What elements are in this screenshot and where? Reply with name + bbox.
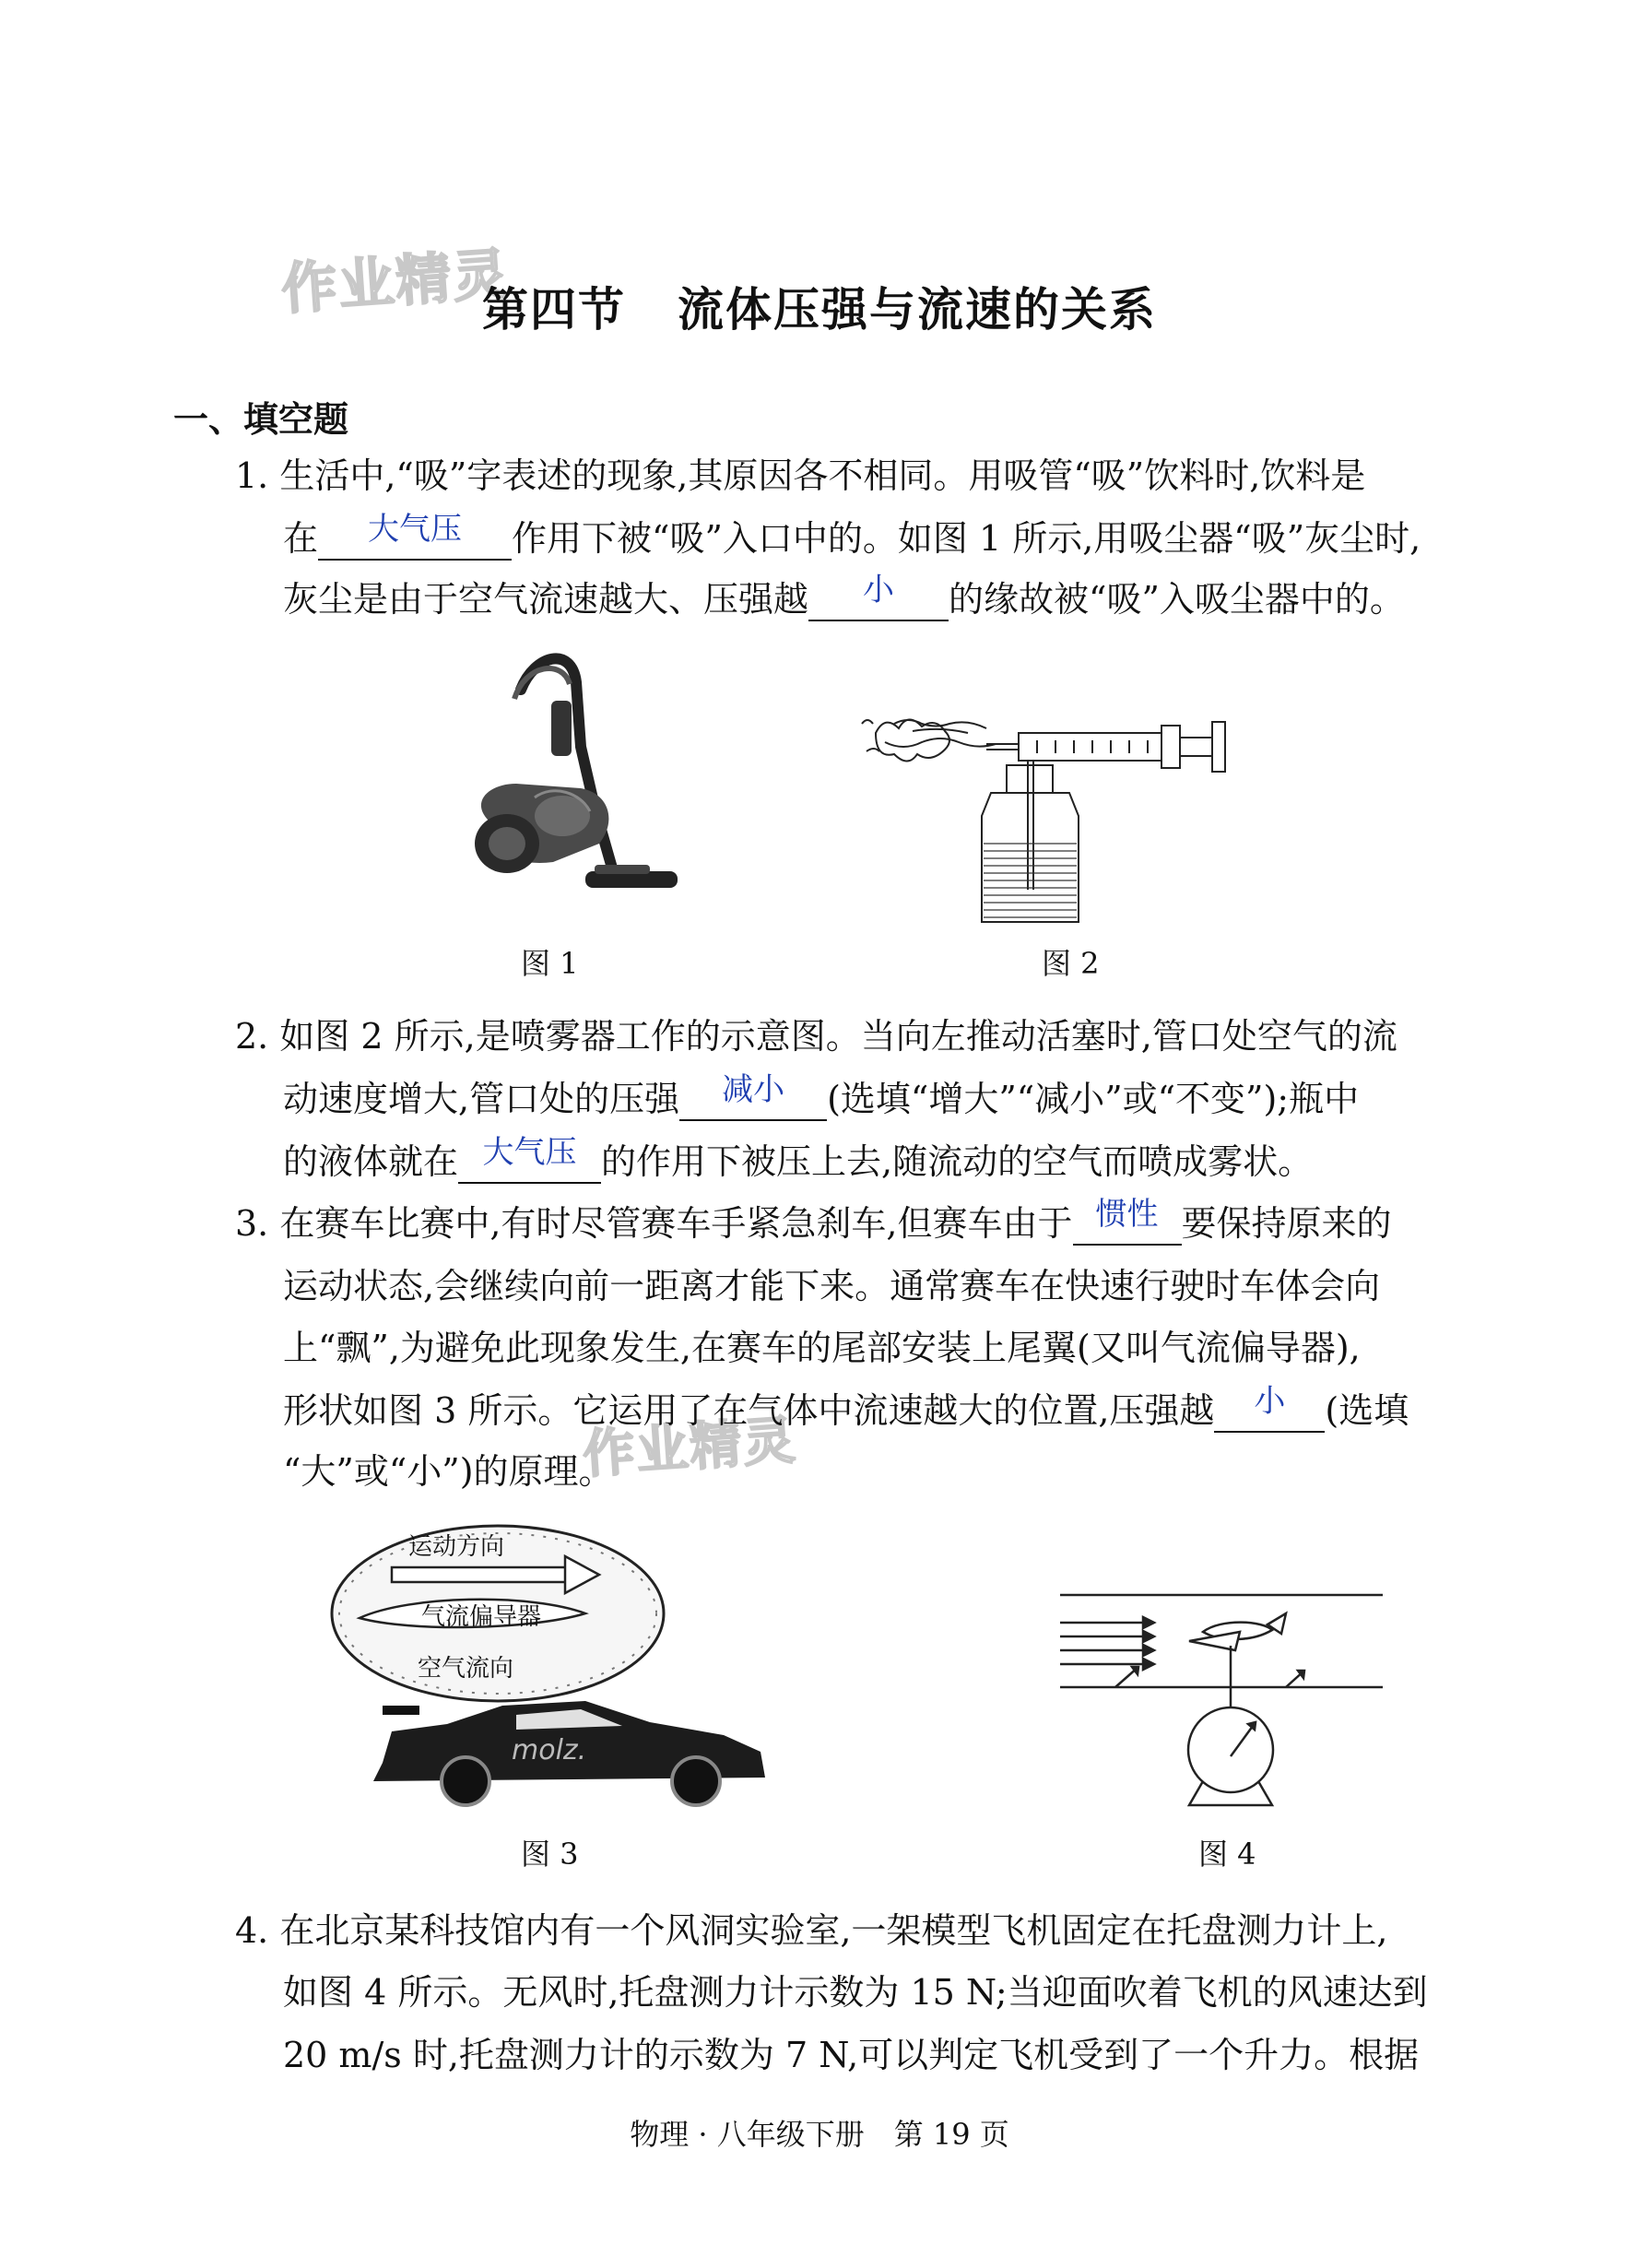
section-topic: 流体压强与流速的关系 [678, 282, 1157, 337]
q3-line3: 上“飘”,为避免此现象发生,在赛车的尾部安装上尾翼(又叫气流偏导器), [283, 1328, 1361, 1368]
spoiler-label: 气流偏导器 [421, 1603, 542, 1631]
section-heading: 一、填空题 [173, 399, 349, 440]
car-livery-text: molz. [512, 1734, 587, 1766]
q1-blank-1[interactable] [318, 511, 512, 561]
q4-line1: 4. 在北京某科技馆内有一个风洞实验室,一架模型飞机固定在托盘测力计上, [235, 1910, 1388, 1951]
watermark: 作业精灵 [279, 242, 513, 323]
q3-blank-1[interactable] [1073, 1196, 1182, 1246]
q2-line2: 动速度增大,管口处的压强 减小 (选填“增大”“减小”或“不变”);瓶中 [283, 1077, 1359, 1121]
motion-direction-label: 运动方向 [408, 1533, 505, 1561]
q3-answer-2: 小 [1254, 1383, 1286, 1420]
figure-1-caption: 图 1 [521, 946, 579, 981]
wind-tunnel-figure [1051, 1586, 1401, 1816]
q3-blank-2[interactable] [1214, 1383, 1325, 1433]
q4-line3: 20 m/s 时,托盘测力计的示数为 7 N,可以判定飞机受到了一个升力。根据 [283, 2035, 1420, 2075]
q1-line3: 灰尘是由于空气流速越大、压强越 小 的缘故被“吸”入吸尘器中的。 [283, 577, 1405, 621]
page-title [0, 273, 1639, 339]
section-number: 第四节 [482, 282, 626, 337]
airflow-label: 空气流向 [418, 1655, 514, 1683]
q1-line2: 在 大气压 作用下被“吸”入口中的。如图 1 所示,用吸尘器“吸”灰尘时, [283, 516, 1421, 561]
q3-answer-1: 惯性 [1095, 1196, 1159, 1233]
q1-answer-2: 小 [863, 572, 895, 608]
q2-line1: 2. 如图 2 所示,是喷雾器工作的示意图。当向左推动活塞时,管口处空气的流 [235, 1016, 1397, 1057]
vacuum-cleaner-figure [433, 645, 728, 922]
sprayer-figure [857, 687, 1281, 927]
q4-line2: 如图 4 所示。无风时,托盘测力计示数为 15 N;当迎面吹着飞机的风速达到 [283, 1972, 1428, 2013]
q2-blank-1[interactable] [679, 1071, 827, 1121]
q2-blank-2[interactable] [458, 1134, 601, 1184]
q2-answer-1: 减小 [722, 1071, 785, 1108]
q1-answer-1: 大气压 [368, 511, 463, 548]
figure-4-caption: 图 4 [1198, 1837, 1256, 1872]
q2-line3: 的液体就在 大气压 的作用下被压上去,随流动的空气而喷成雾状。 [283, 1140, 1313, 1184]
watermark-2: 作业精灵 [581, 1410, 799, 1486]
figure-2-caption: 图 2 [1042, 946, 1100, 981]
q3-line1: 3. 在赛车比赛中,有时尽管赛车手紧急刹车,但赛车由于 惯性 要保持原来的 [235, 1201, 1392, 1246]
q3-line4: 形状如图 3 所示。它运用了在气体中流速越大的位置,压强越 小 (选填 [283, 1388, 1409, 1433]
q2-answer-2: 大气压 [482, 1134, 577, 1171]
page-footer: 物理 · 八年级下册 第 19 页 [630, 2117, 1009, 2152]
q3-line5: “大”或“小”)的原理。 [283, 1451, 614, 1492]
q1-line1: 1. 生活中,“吸”字表述的现象,其原因各不相同。用吸管“吸”饮料时,饮料是 [235, 455, 1366, 496]
race-car-spoiler-figure [318, 1521, 797, 1816]
q1-blank-2[interactable] [808, 572, 949, 621]
q3-line2: 运动状态,会继续向前一距离才能下来。通常赛车在快速行驶时车体会向 [283, 1266, 1381, 1306]
figure-3-caption: 图 3 [521, 1837, 579, 1872]
